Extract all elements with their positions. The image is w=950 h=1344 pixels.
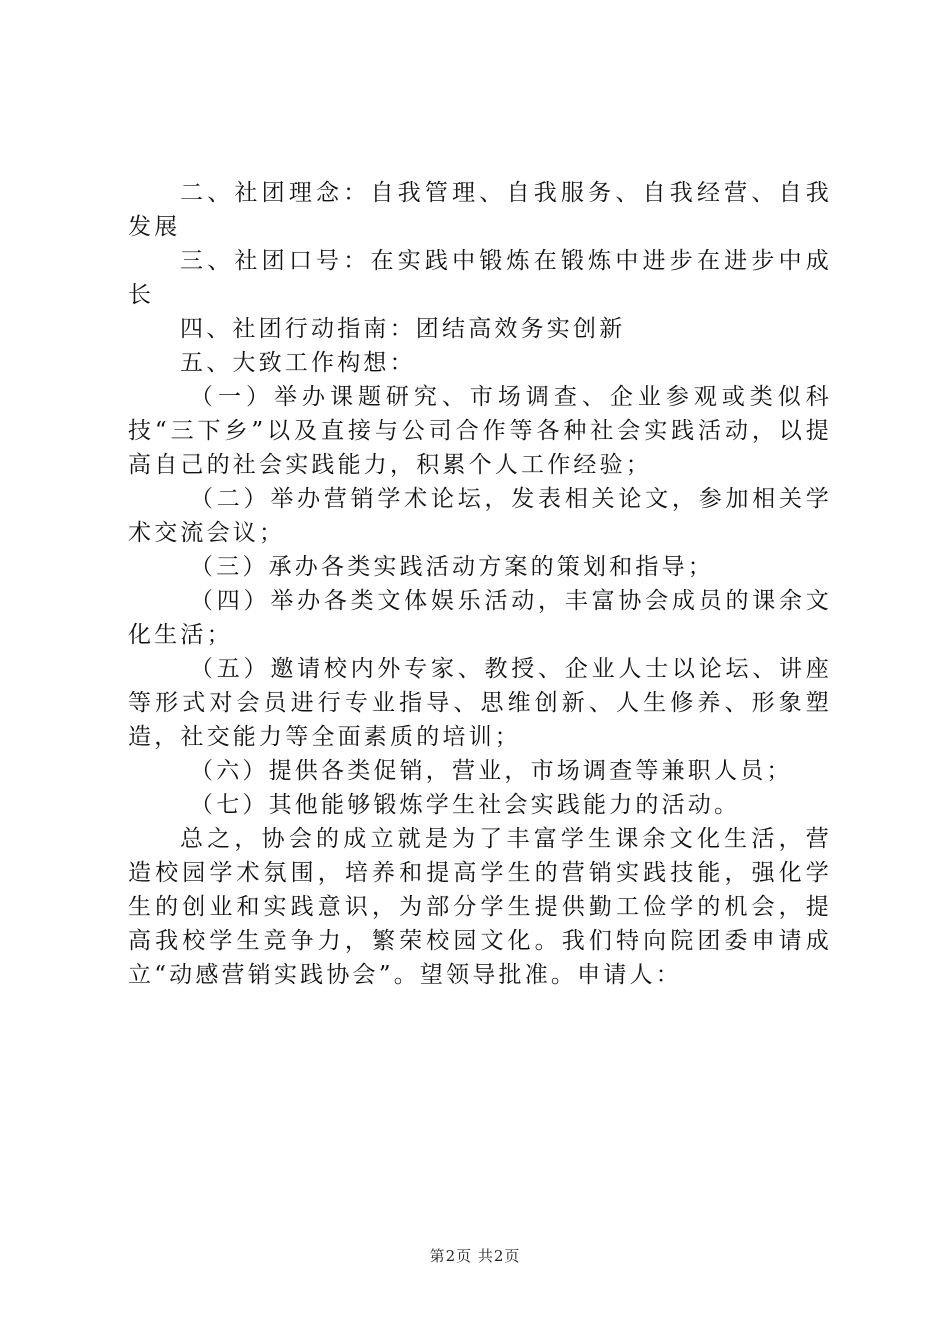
paragraph-plan-item-3: （三）承办各类实践活动方案的策划和指导； [190, 554, 714, 580]
document-body [128, 176, 832, 992]
paragraph-club-philosophy: 二、社团理念：自我管理、自我服务、自我经营、自我发展 [128, 180, 832, 240]
paragraph-action-guide: 四、社团行动指南：团结高效务实创新 [180, 316, 626, 342]
paragraph-plan-item-7: （七）其他能够锻炼学生社会实践能力的活动。 [190, 792, 741, 818]
paragraph-conclusion: 总之，协会的成立就是为了丰富学生课余文化生活，营造校园学术氛围，培养和提高学生的营销实践技能，强化学生的创业和实践意识，为部分学生提供勤工俭学的机会，提高我校学生竞争力，繁荣校园文化。我们特向院团委申请成立“动感营销实践协会”。望领导批准。申请人： [128, 826, 832, 988]
page-footer: 第2页 共2页 [429, 1247, 521, 1265]
paragraph-plan-item-5: （五）邀请校内外专家、教授、企业人士以论坛、讲座等形式对会员进行专业指导、思维创新、人生修养、形象塑造，社交能力等全面素质的培训； [128, 656, 832, 750]
paragraph-plan-item-4: （四）举办各类文体娱乐活动，丰富协会成员的课余文化生活； [128, 588, 832, 648]
paragraph-plan-item-6: （六）提供各类促销，营业，市场调查等兼职人员； [190, 758, 793, 784]
paragraph-club-slogan: 三、社团口号：在实践中锻炼在锻炼中进步在进步中成长 [128, 248, 832, 308]
paragraph-plan-item-1: （一）举办课题研究、市场调查、企业参观或类似科技“三下乡”以及直接与公司合作等各种社会实践活动，以提高自己的社会实践能力，积累个人工作经验； [128, 384, 832, 478]
paragraph-plan-item-2: （二）举办营销学术论坛，发表相关论文，参加相关学术交流会议； [128, 486, 832, 546]
paragraph-work-plan-heading: 五、大致工作构想： [180, 350, 416, 376]
